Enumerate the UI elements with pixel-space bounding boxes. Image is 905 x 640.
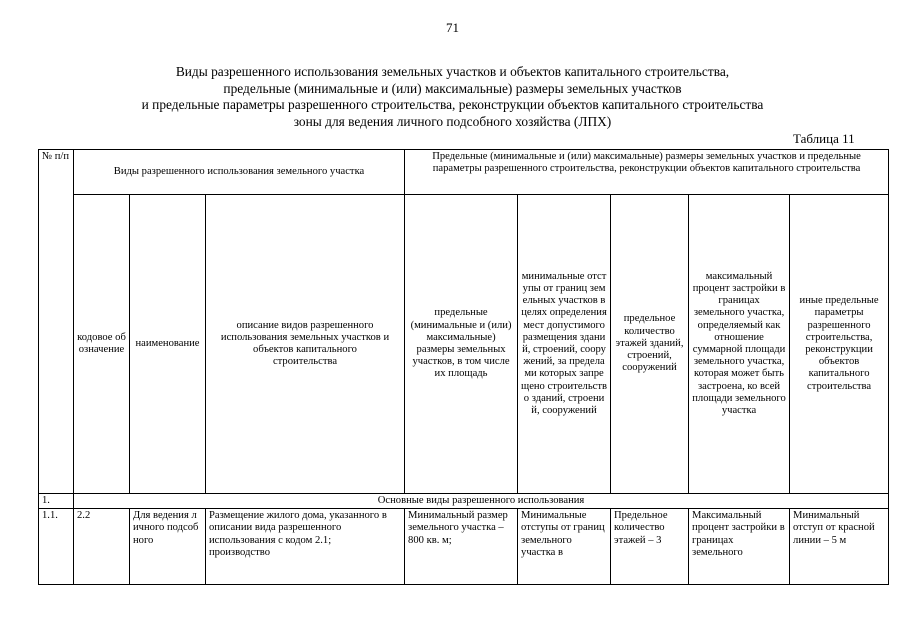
heading-line: и предельные параметры разрешенного строительства, реконструкции объектов капитального строительства (141, 97, 764, 112)
heading-line: Виды разрешенного использования земельных участков и объектов капитального строительства, (175, 64, 730, 79)
header-coverage: максимальный процент застройки в границах земельного участка, определяемый как отношение суммарной площади земельного участка, которая может быть застроена, ко всей площади земельного участка (689, 195, 790, 494)
page-number: 71 (446, 20, 459, 35)
row-num: 1.1. (42, 510, 58, 522)
heading-line: зоны для ведения личного подсобного хозяйства (ЛПХ) (293, 113, 612, 129)
header-group-left: Виды разрешенного использования земельного участка (74, 150, 405, 195)
section-row (39, 494, 889, 509)
row-other: Минимальный отступ от красной линии – 5 м (793, 510, 875, 546)
header-floors: предельное количество этажей зданий, строений, сооружений (611, 195, 689, 494)
header-plot-size: предельные (минимальные и (или) максимальные) размеры земельных участков, в том числе их площадь (405, 195, 518, 494)
header-other: иные предельные параметры разрешенного строительства, реконструкции объектов капитального строительства (790, 195, 889, 494)
row-floors: Предельное количество этажей – 3 (614, 510, 668, 546)
header-num: № п/п (39, 150, 74, 494)
header-name: наименование (130, 195, 206, 494)
table-label: Таблица 11 (793, 131, 855, 146)
row-coverage: Максимальный процент застройки в границах земельного (692, 510, 785, 558)
section-title: Основные виды разрешенного использования (74, 494, 889, 509)
header-description: описание видов разрешенного использования земельных участков и объектов капитального строительства (206, 195, 405, 494)
header-row-groups (39, 150, 889, 195)
table-row (39, 509, 889, 585)
header-setbacks: минимальные отступы от границ земельных участков в целях определения мест допустимого размещения зданий, строений, сооружений, за пределами которых запрещено строительство зданий, строений, сооружений (518, 195, 611, 494)
row-code: 2.2 (77, 510, 91, 522)
header-code: кодовое обозначение (74, 195, 130, 494)
row-plot-size: Минимальный размер земельного участка – 800 кв. м; (408, 510, 508, 546)
section-num: 1. (39, 494, 74, 509)
row-setbacks: Минимальные отступы от границ земельного участка в (521, 510, 605, 558)
document-heading (0, 64, 905, 130)
heading-line: предельные (минимальные и (или) максимальные) размеры земельных участков (223, 80, 682, 96)
zoning-table (38, 149, 889, 585)
row-name: Для ведения личного подсобного (133, 510, 199, 546)
header-group-right: Предельные (минимальные и (или) максимальные) размеры земельных участков и предельные параметры разрешенного строительства, реконструкции объектов капитального строительства (405, 150, 889, 195)
row-description: Размещение жилого дома, указанного в описании вида разрешенного использования с кодом 2.1; производство (209, 510, 387, 558)
header-row-columns (39, 195, 889, 494)
